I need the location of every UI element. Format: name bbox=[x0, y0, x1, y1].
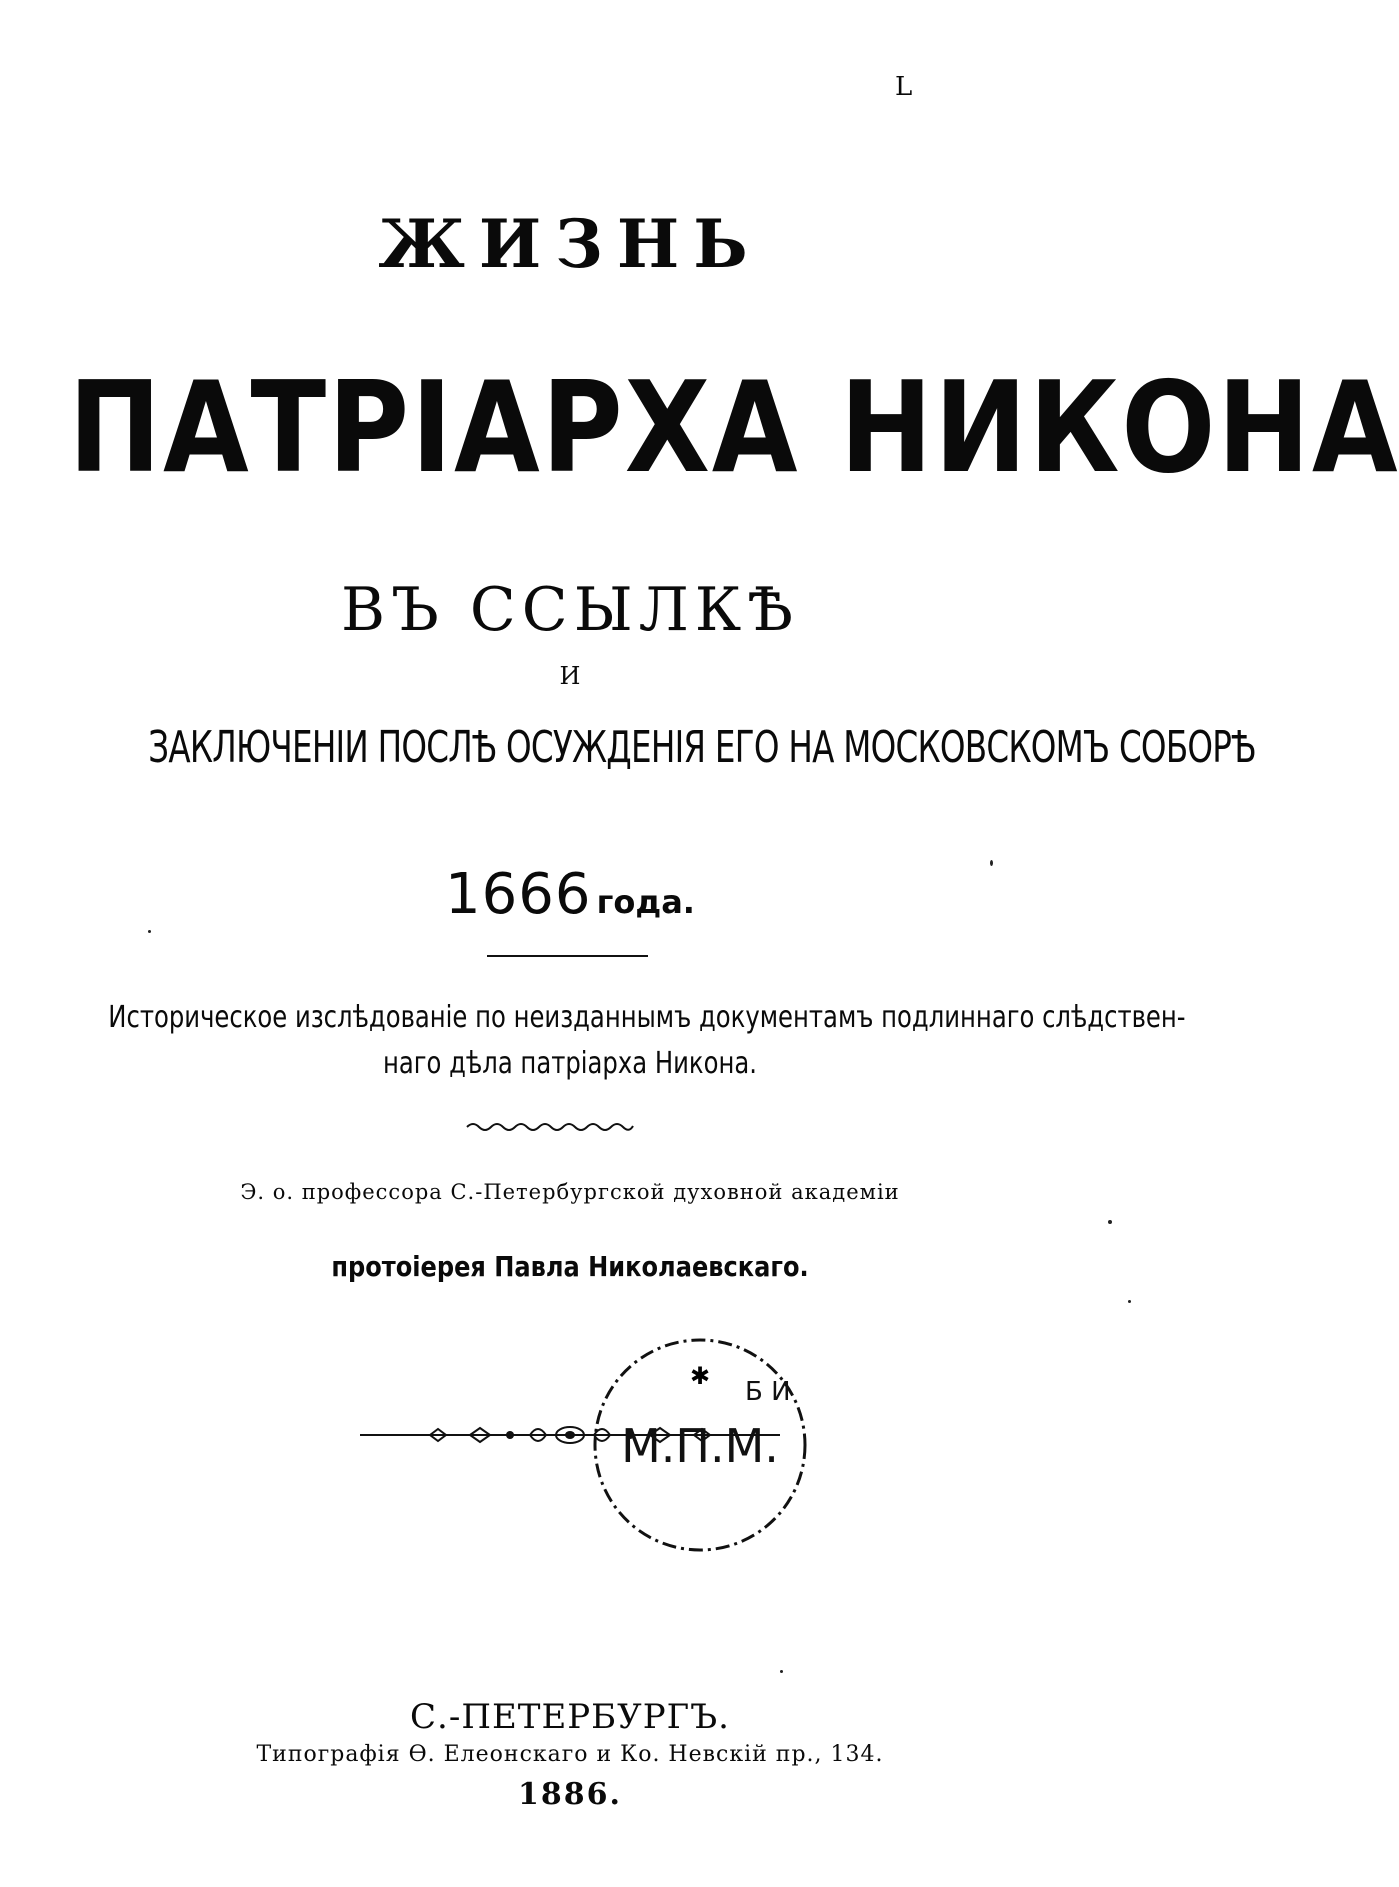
library-stamp bbox=[575, 1320, 825, 1570]
stamp-ring-text: Б И bbox=[745, 1377, 791, 1407]
speck bbox=[1108, 1220, 1112, 1224]
imprint-city: С.-ПЕТЕРБУРГЪ. bbox=[410, 1697, 730, 1737]
title-year-line bbox=[0, 862, 1140, 927]
title-line-2: ПАТРІАРХА НИКОНА bbox=[68, 354, 1399, 501]
corner-mark: L bbox=[895, 72, 913, 102]
title-line-4: ЗАКЛЮЧЕНІИ ПОСЛѢ ОСУЖДЕНІЯ ЕГО НА МОСКОВСКОМЪ СОБОРѢ bbox=[148, 722, 1256, 773]
title-line-3: ВЪ ССЫЛКѢ bbox=[341, 575, 799, 645]
imprint-year: 1886. bbox=[518, 1777, 622, 1812]
stamp-center-text: М.П.М. bbox=[621, 1419, 779, 1473]
title-year-word: года. bbox=[596, 883, 695, 921]
author-affiliation: Э. о. профессора С.-Петербургской духовной академіи bbox=[240, 1180, 900, 1204]
title-conjunction: И bbox=[559, 662, 581, 690]
speck bbox=[780, 1670, 783, 1673]
speck bbox=[1128, 1300, 1131, 1303]
divider-rule bbox=[487, 955, 648, 957]
star-icon: ✱ bbox=[689, 1362, 711, 1390]
title-line-1: ЖИЗНЬ bbox=[378, 205, 762, 283]
author-name: протоіерея Павла Николаевскаго. bbox=[331, 1250, 809, 1283]
subtitle-line-2: наго дѣла патріарха Никона. bbox=[383, 1046, 757, 1081]
imprint-press: Типографія Ѳ. Елеонскаго и Ко. Невскій пр., 134. bbox=[256, 1742, 884, 1767]
subtitle-line-1: Историческое изслѣдованіе по неизданнымъ документамъ подлиннаго слѣдствен- bbox=[108, 1000, 1186, 1035]
speck bbox=[148, 930, 151, 933]
speck bbox=[990, 860, 993, 866]
title-year: 1666 bbox=[445, 862, 592, 927]
wavy-divider bbox=[465, 1118, 635, 1134]
